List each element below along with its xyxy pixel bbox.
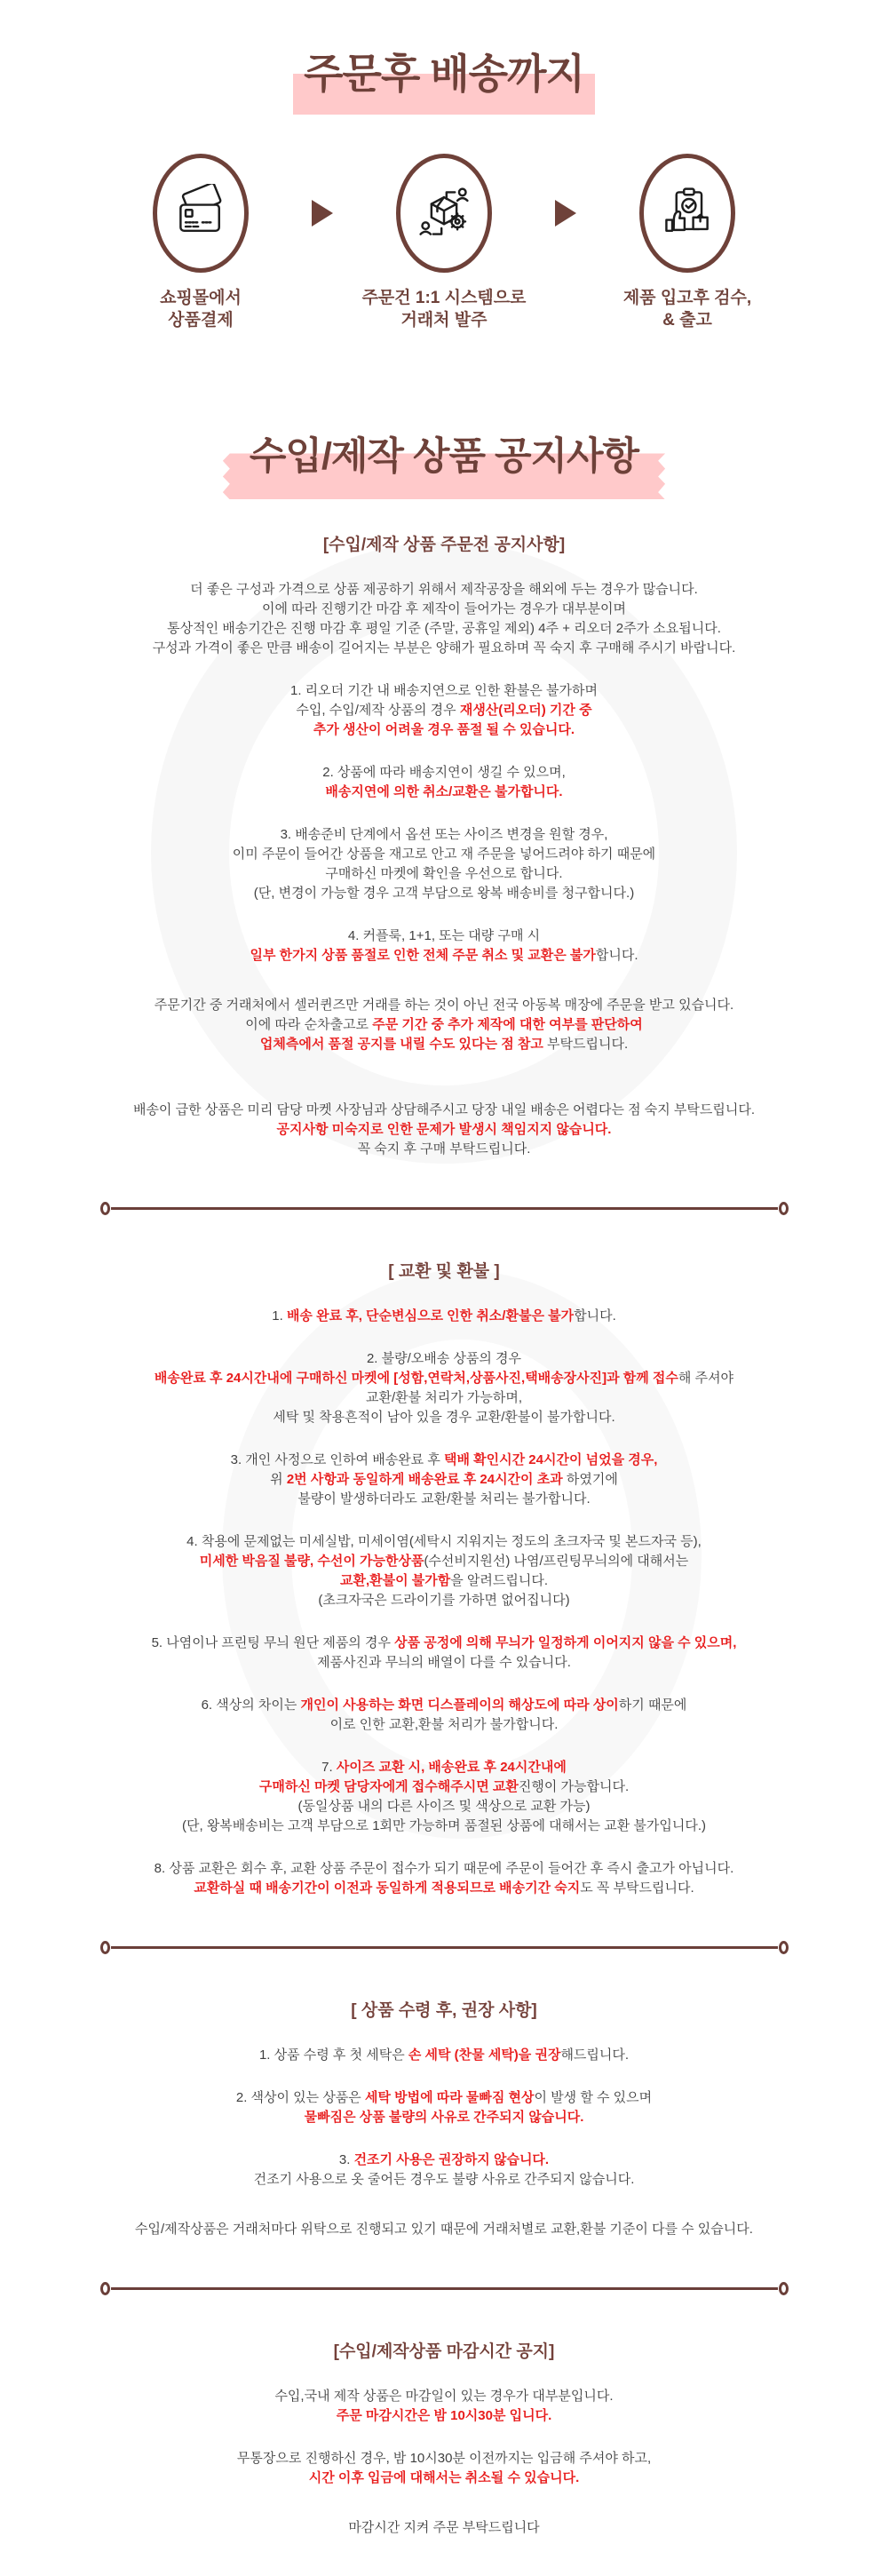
divider-line <box>111 1207 778 1210</box>
divider-ring-icon <box>100 1202 110 1215</box>
notice-text-run: (초크자국은 드라이기를 가하면 없어집니다) <box>318 1592 570 1608</box>
notice-line <box>0 1591 888 1610</box>
notice-text-run: 시간 이후 입금에 대해서는 취소될 수 있습니다. <box>308 2469 580 2485</box>
notice-text-run: 건조기 사용으로 옷 줄어든 경우도 불량 사유로 간주되지 않습니다. <box>253 2171 635 2187</box>
notice-block <box>0 825 888 903</box>
notice-text-run: 상품 공정에 의해 무늬가 일정하게 이어지지 않을 수 있으며, <box>394 1634 737 1650</box>
notice-line <box>0 2518 888 2538</box>
notice-line <box>0 681 888 701</box>
notice-line <box>0 2387 888 2406</box>
notice-text-run: 불량이 발생하더라도 교환/환불 처리는 불가합니다. <box>297 1491 591 1507</box>
notice-text-run: 구매하신 마켓에 확인을 우선으로 합니다. <box>325 865 563 881</box>
step-inspection-shipping <box>576 154 798 331</box>
notice-line <box>0 600 888 619</box>
notice-block <box>0 580 888 658</box>
notice-text-run: 8. 상품 교환은 회수 후, 교환 상품 주문이 접수가 되기 때문에 주문이 들어간 후 즉시 출고가 아닙니다. <box>154 1860 734 1876</box>
notice-block <box>0 2088 888 2127</box>
notice-text-run: 교환,환불이 불가함 <box>339 1572 451 1588</box>
section-header: [ 상품 수령 후, 권장 사항] <box>351 2000 537 2020</box>
notice-text-run: 도 꼭 부탁드립니다. <box>580 1880 694 1896</box>
notice-text-run: 하였기에 <box>562 1471 618 1487</box>
notice-text-run: 미세한 박음질 불량, 수선이 가능한상품 <box>199 1553 424 1569</box>
notice-line <box>0 1696 888 1715</box>
notice-line <box>0 1715 888 1735</box>
notice-block <box>0 996 888 1054</box>
notice-text-run: (단, 변경이 가능할 경우 고객 부담으로 왕복 배송비를 청구합니다.) <box>253 885 635 901</box>
notice-line <box>0 1859 888 1879</box>
notice-line <box>0 1120 888 1140</box>
notice-text-run: 4. 커플룩, 1+1, 또는 대량 구매 시 <box>347 927 541 943</box>
section-divider <box>100 1941 789 1954</box>
notice-text-run: 2. 색상이 있는 상품은 <box>235 2089 365 2105</box>
notice-line <box>0 1571 888 1591</box>
notice-line <box>0 946 888 966</box>
notice-text-run: 3. 개인 사정으로 인하여 배송완료 후 <box>230 1451 444 1467</box>
notice-text-run: 1. <box>272 1308 287 1324</box>
notice-line <box>0 1490 888 1509</box>
notice-text-run: 일부 한가지 상품 품절로 인한 전체 주문 취소 및 교환은 불가 <box>250 947 596 963</box>
notice-text-run: 주문 기간 중 추가 제작에 대한 여부를 판단하여 <box>372 1016 643 1032</box>
notice-sections <box>0 531 888 2538</box>
step-label: 제품 입고후 검수, & 출고 <box>622 288 752 330</box>
notice-line <box>0 2449 888 2469</box>
arrow-right-icon <box>555 200 576 227</box>
notice-block <box>0 2151 888 2190</box>
notice-line <box>0 1101 888 1120</box>
notice-line <box>0 1758 888 1777</box>
notice-line <box>0 864 888 884</box>
notice-text-run: 공지사항 미숙지로 인한 문제가 발생시 책임지지 않습니다. <box>276 1121 612 1137</box>
section-divider <box>100 2282 789 2295</box>
section-header: [수입/제작 상품 주문전 공지사항] <box>322 535 566 554</box>
notice-line <box>0 1653 888 1673</box>
notice-text-run: 주문기간 중 거래처에서 셀러퀸즈만 거래를 하는 것이 아닌 전국 아동복 매장에 주문을 받고 있습니다. <box>154 997 734 1013</box>
notice-line <box>0 926 888 946</box>
notice-line <box>0 1369 888 1388</box>
notice-text-run: 개인이 사용하는 화면 디스플레이의 해상도에 따라 상이 <box>300 1697 619 1713</box>
page-title-order-to-delivery <box>304 52 584 97</box>
notice-line <box>0 720 888 740</box>
notice-line <box>0 1349 888 1369</box>
step-payment <box>90 154 312 331</box>
notice-line <box>0 2220 888 2239</box>
page-subtitle: 수입/제작 상품 공지사항 <box>249 434 639 478</box>
notice-text-run: 위 <box>270 1471 287 1487</box>
notice-line <box>0 845 888 864</box>
notice-text-run: 7. <box>321 1759 337 1775</box>
notice-block <box>0 926 888 966</box>
notice-text-run: 배송완료 후 24시간내에 구매하신 마켓에 [성함,연락처,상품사진,택배송장사진]과 함께 접수 <box>154 1370 678 1386</box>
notice-block <box>0 2449 888 2488</box>
notice-text-run: 택배 확인시간 24시간이 넘었을 경우, <box>444 1451 658 1467</box>
notice-line <box>0 1817 888 1836</box>
notice-block <box>0 2518 888 2538</box>
section-header: [ 교환 및 환불 ] <box>388 1261 500 1281</box>
notice-text-run: 5. 나염이나 프린팅 무늬 원단 제품의 경우 <box>151 1634 395 1650</box>
notice-text-run: 사이즈 교환 시, 배송완료 후 24시간내에 <box>336 1759 567 1775</box>
step-oval-frame <box>396 154 492 273</box>
notice-block <box>0 1859 888 1898</box>
notice-text-run: 4. 착용에 문제없는 미세실밥, 미세이염(세탁시 지워지는 정도의 초크자국 및 본드자국 등), <box>186 1533 702 1549</box>
page-title-import-notice <box>250 436 638 478</box>
notice-line <box>0 825 888 845</box>
notice-line <box>0 763 888 783</box>
notice-line <box>0 1035 888 1054</box>
notice-text-run: 구성과 가격이 좋은 만큼 배송이 길어지는 부분은 양해가 필요하며 꼭 숙지 후 구매해 주시기 바랍니다. <box>152 640 736 656</box>
notice-line <box>0 783 888 802</box>
credit-card-icon <box>171 184 230 242</box>
notice-line <box>0 2088 888 2108</box>
step-oval-frame <box>639 154 735 273</box>
notice-text-run: 이로 인한 교환,환불 처리가 불가합니다. <box>329 1716 559 1732</box>
notice-line <box>0 701 888 720</box>
notice-text-run: 배송이 급한 상품은 미리 담당 마켓 사장님과 상담해주시고 당장 내일 배송은 어렵다는 점 숙지 부탁드립니다. <box>132 1101 756 1117</box>
notice-text-run: (동일상품 내의 다른 사이즈 및 색상으로 교환 가능) <box>297 1798 591 1814</box>
notice-block <box>0 1101 888 1159</box>
notice-text-run: 해드립니다. <box>560 2047 630 2063</box>
notice-text-run: 이 발생 할 수 있으며 <box>534 2089 653 2105</box>
notice-line <box>0 2406 888 2426</box>
notice-line <box>0 1388 888 1408</box>
notice-block <box>0 763 888 802</box>
divider-ring-icon <box>100 1941 110 1954</box>
notice-text-run: 추가 생산이 어려울 경우 품절 될 수 있습니다. <box>313 721 575 737</box>
notice-text-run: 수입,국내 제작 상품은 마감일이 있는 경우가 대부분입니다. <box>274 2388 614 2404</box>
notice-text-run: 재생산(리오더) 기간 중 <box>459 702 592 718</box>
notice-text-run: 업체측에서 품절 공지를 내릴 수도 있다는 점 참고 <box>259 1036 548 1052</box>
notice-text-run: 진행이 가능합니다. <box>518 1778 630 1794</box>
notice-text-run: 합니다. <box>595 947 638 963</box>
notice-line <box>0 1879 888 1898</box>
step-label: 쇼핑몰에서 상품결제 <box>160 288 242 330</box>
notice-text-run: 해 주셔야 <box>678 1370 734 1386</box>
notice-block <box>0 1307 888 1326</box>
notice-line <box>0 2151 888 2170</box>
notice-line <box>0 1777 888 1797</box>
notice-line <box>0 1140 888 1159</box>
notice-block <box>0 1696 888 1735</box>
notice-text-run: 세탁 및 착용흔적이 남아 있을 경우 교환/환불이 불가합니다. <box>273 1409 615 1425</box>
notice-text-run: 주문 마감시간은 밤 10시30분 입니다. <box>336 2407 552 2423</box>
notice-text-run: 이미 주문이 들어간 상품을 재고로 안고 재 주문을 넣어드려야 하기 때문에 <box>232 846 656 862</box>
divider-ring-icon <box>100 2282 110 2295</box>
section-header: [수입/제작상품 마감시간 공지] <box>333 2341 555 2361</box>
notice-line <box>0 1451 888 1470</box>
order-system-icon <box>415 184 473 242</box>
notice-block <box>0 1634 888 1673</box>
notice-text-run: 2. 상품에 따라 배송지연이 생길 수 있으며, <box>322 764 566 780</box>
notice-line <box>0 1470 888 1490</box>
notice-line <box>0 580 888 600</box>
notice-text-run: 제품사진과 무늬의 배열이 다를 수 있습니다. <box>317 1654 571 1670</box>
notice-text-run: 교환/환불 처리가 가능하며, <box>365 1389 523 1405</box>
notice-text-run: 배송 완료 후, 단순변심으로 인한 취소/환불은 불가 <box>286 1308 575 1324</box>
notice-line <box>0 996 888 1015</box>
notice-text-run: 합니다. <box>574 1308 616 1324</box>
notice-text-run: 배송지연에 의한 취소/교환은 불가합니다. <box>325 783 563 799</box>
notice-line <box>0 2170 888 2190</box>
notice-line <box>0 1634 888 1653</box>
divider-line <box>111 2287 778 2290</box>
notice-block <box>0 2046 888 2065</box>
notice-text-run: 건조기 사용은 권장하지 않습니다. <box>353 2151 550 2167</box>
arrow-right-icon <box>312 200 333 227</box>
notice-line <box>0 1307 888 1326</box>
notice-block <box>0 1758 888 1836</box>
notice-block <box>0 1532 888 1610</box>
divider-ring-icon <box>779 1941 789 1954</box>
notice-text-run: 손 세탁 (찬물 세탁)을 권장 <box>408 2047 561 2063</box>
notice-line <box>0 1552 888 1571</box>
notice-text-run: 수입, 수입/제작 상품의 경우 <box>296 702 460 718</box>
notice-line <box>0 1532 888 1552</box>
notice-text-run: 하기 때문에 <box>618 1697 687 1713</box>
notice-block <box>0 681 888 740</box>
notice-text-run: 부탁드립니다. <box>547 1036 629 1052</box>
page-title: 주문후 배송까지 <box>304 51 584 97</box>
notice-line <box>0 1797 888 1817</box>
notice-text-run: 꼭 숙지 후 구매 부탁드립니다. <box>357 1141 531 1157</box>
step-label: 주문건 1:1 시스템으로 거래처 발주 <box>361 288 527 330</box>
notice-line <box>0 619 888 639</box>
notice-text-run: (단, 왕복배송비는 고객 부담으로 1회만 가능하며 품절된 상품에 대해서는 교환 불가입니다.) <box>182 1817 706 1833</box>
order-process-steps <box>0 154 888 331</box>
notice-line <box>0 884 888 903</box>
notice-text-run: 1. 리오더 기간 내 배송지연으로 인한 환불은 불가하며 <box>290 682 598 698</box>
notice-block <box>0 1451 888 1509</box>
notice-text-run: 교환하실 때 배송기간이 이전과 동일하게 적용되므로 배송기간 숙지 <box>194 1880 581 1896</box>
notice-text-run: 무통장으로 진행하신 경우, 밤 10시30분 이전까지는 입금해 주셔야 하고, <box>236 2450 652 2466</box>
notice-text-run: (수선비지원선) 나염/프린팅무늬의에 대해서는 <box>424 1553 689 1569</box>
notice-line <box>0 2046 888 2065</box>
section-divider <box>100 1202 789 1215</box>
notice-text-run: 수입/제작상품은 거래처마다 위탁으로 진행되고 있기 때문에 거래처별로 교환,환불 기준이 다를 수 있습니다. <box>135 2221 753 2237</box>
notice-text-run: 을 알려드립니다. <box>450 1572 549 1588</box>
notice-text-run: 세탁 방법에 따라 물빠짐 현상 <box>364 2089 535 2105</box>
notice-block <box>0 2220 888 2239</box>
inspection-shipping-icon <box>658 184 717 242</box>
notice-line <box>0 2108 888 2127</box>
notice-block <box>0 2387 888 2426</box>
notice-text-run: 2번 사항과 동일하게 배송완료 후 24시간이 초과 <box>286 1471 563 1487</box>
step-oval-frame <box>153 154 249 273</box>
notice-text-run: 2. 불량/오배송 상품의 경우 <box>366 1350 522 1366</box>
notice-text-run: 이에 따라 순차출고로 <box>245 1016 373 1032</box>
notice-line <box>0 639 888 658</box>
notice-text-run: 이에 따라 진행기간 마감 후 제작이 들어가는 경우가 대부분이며 <box>261 600 627 616</box>
notice-text-run: 6. 색상의 차이는 <box>201 1697 301 1713</box>
notice-line <box>0 2469 888 2488</box>
notice-text-run: 3. <box>338 2151 354 2167</box>
divider-ring-icon <box>779 1202 789 1215</box>
divider-ring-icon <box>779 2282 789 2295</box>
notice-block <box>0 1349 888 1427</box>
notice-text-run: 더 좋은 구성과 가격으로 상품 제공하기 위해서 제작공장을 해외에 두는 경우가 많습니다. <box>190 581 698 597</box>
notice-text-run: 물빠짐은 상품 불량의 사유로 간주되지 않습니다. <box>304 2109 584 2125</box>
notice-line <box>0 1408 888 1427</box>
notice-text-run: 3. 배송준비 단계에서 옵션 또는 사이즈 변경을 원할 경우, <box>280 826 608 842</box>
notice-text-run: 구매하신 마켓 담당자에게 접수해주시면 교환 <box>258 1778 519 1794</box>
divider-line <box>111 1946 778 1949</box>
notice-text-run: 마감시간 지켜 주문 부탁드립니다 <box>348 2519 540 2535</box>
notice-text-run: 1. 상품 수령 후 첫 세탁은 <box>258 2047 408 2063</box>
step-vendor-order <box>333 154 555 331</box>
notice-text-run: 통상적인 배송기간은 진행 마감 후 평일 기준 (주말, 공휴일 제외) 4주 + 리오더 2주가 소요됩니다. <box>167 620 721 636</box>
notice-line <box>0 1015 888 1035</box>
